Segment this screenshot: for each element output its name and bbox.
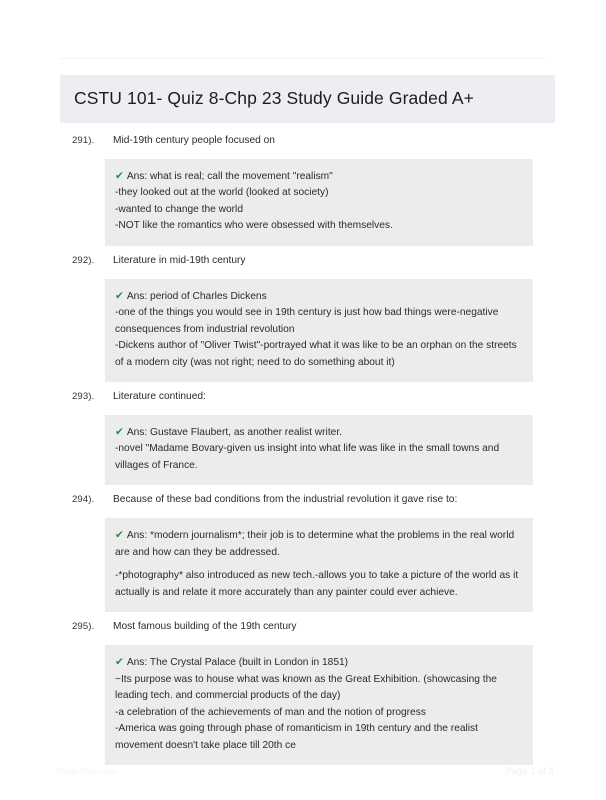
question-row [0, 493, 606, 507]
answer-line-text: -one of the things you would see in 19th century is just how bad things were-negative consequences from industrial revolution [115, 307, 499, 335]
page-indicator: Page 1 of 3 [505, 766, 554, 776]
question-prompt: Because of these bad conditions from the industrial revolution it gave rise to: [113, 494, 458, 506]
question-number: 294). [72, 494, 95, 506]
question-row [0, 390, 606, 404]
answer-check-icon: ✔ [115, 529, 124, 542]
answer-box [105, 415, 533, 486]
answer-check-icon: ✔ [115, 289, 124, 302]
answer-check-icon: ✔ [115, 656, 124, 669]
answer-line-text: Ans: what is real; call the movement "realism" [126, 170, 333, 182]
question-row [0, 254, 606, 268]
answer-check-icon: ✔ [115, 169, 124, 182]
answer-line-text: ~Its purpose was to house what was known as the Great Exhibition. (showcasing the leading tech. and commercial products of the day) [115, 673, 497, 702]
answer-line-text: -wanted to change the world [115, 203, 243, 215]
question-block [0, 390, 606, 485]
answer-line-text: -NOT like the romantics who were obsessed with themselves. [115, 220, 393, 232]
question-prompt: Most famous building of the 19th century [113, 621, 297, 633]
question-number: 291). [72, 135, 95, 146]
question-number: 293). [72, 391, 95, 403]
answer-line-text: Ans: *modern journalism*; their job is to determine what the problems in the real world are and how can they be addressed. [115, 530, 515, 558]
answer-line-text: Ans: The Crystal Palace (built in London in 1851) [126, 657, 349, 669]
question-number: 292). [72, 254, 95, 266]
answer-line-text: -novel "Madame Bovary-given us insight into what life was like in the small towns and villages of France. [115, 443, 500, 471]
answer-line-text: Ans: Gustave Flaubert, as another realist writer. [126, 426, 342, 438]
answer-line [115, 568, 521, 601]
answer-box [105, 518, 533, 612]
page-title: CSTU 101- Quiz 8-Chp 23 Study Guide Graded A+ [74, 88, 474, 108]
answer-line-text: -*photography* also introduced as new tech.-allows you to take a picture of the world as it actually is and relate it more accurately than any painter could ever achieve. [115, 570, 519, 598]
answer-line-text: -America was going through phase of romanticism in 19th century and the realist movement doesn't take place till 20th ce [115, 723, 478, 751]
answer-line [115, 424, 521, 442]
questions-container [0, 134, 606, 773]
answer-line [115, 338, 521, 371]
answer-box [105, 159, 533, 246]
answer-line-text: -Dickens author of "Oliver Twist"-portrayed what it was like to be an orphan on the streets of a modern city (was not right; need to do something about it) [115, 340, 517, 368]
question-row [0, 134, 606, 148]
question-block [0, 134, 606, 246]
answer-line-text: -they looked out at the world (looked at society) [115, 187, 329, 199]
answer-line [115, 441, 521, 474]
answer-line-text: Ans: period of Charles Dickens [126, 290, 267, 302]
question-prompt: Literature in mid-19th century [113, 254, 246, 266]
answer-line [115, 168, 521, 186]
question-number: 295). [72, 621, 95, 633]
answer-check-icon: ✔ [115, 425, 124, 438]
answer-line [115, 202, 521, 219]
answer-line [115, 654, 521, 672]
answer-line [115, 185, 521, 202]
header-divider [60, 58, 546, 59]
answer-line [115, 305, 521, 338]
answer-line-text: -a celebration of the achievements of man and the notion of progress [115, 706, 426, 718]
answer-line [115, 218, 521, 235]
question-block [0, 254, 606, 382]
answer-line [115, 288, 521, 306]
question-block [0, 493, 606, 612]
answer-line [115, 672, 521, 705]
answer-line [115, 527, 521, 561]
page-footer [0, 740, 606, 800]
answer-line [115, 705, 521, 722]
question-prompt: Literature continued: [113, 391, 206, 403]
question-prompt: Mid-19th century people focused on [113, 135, 275, 146]
question-row [0, 620, 606, 634]
answer-box [105, 279, 533, 383]
footer-watermark: PaperStoc.com [56, 766, 117, 776]
document-title-bar [60, 75, 555, 123]
